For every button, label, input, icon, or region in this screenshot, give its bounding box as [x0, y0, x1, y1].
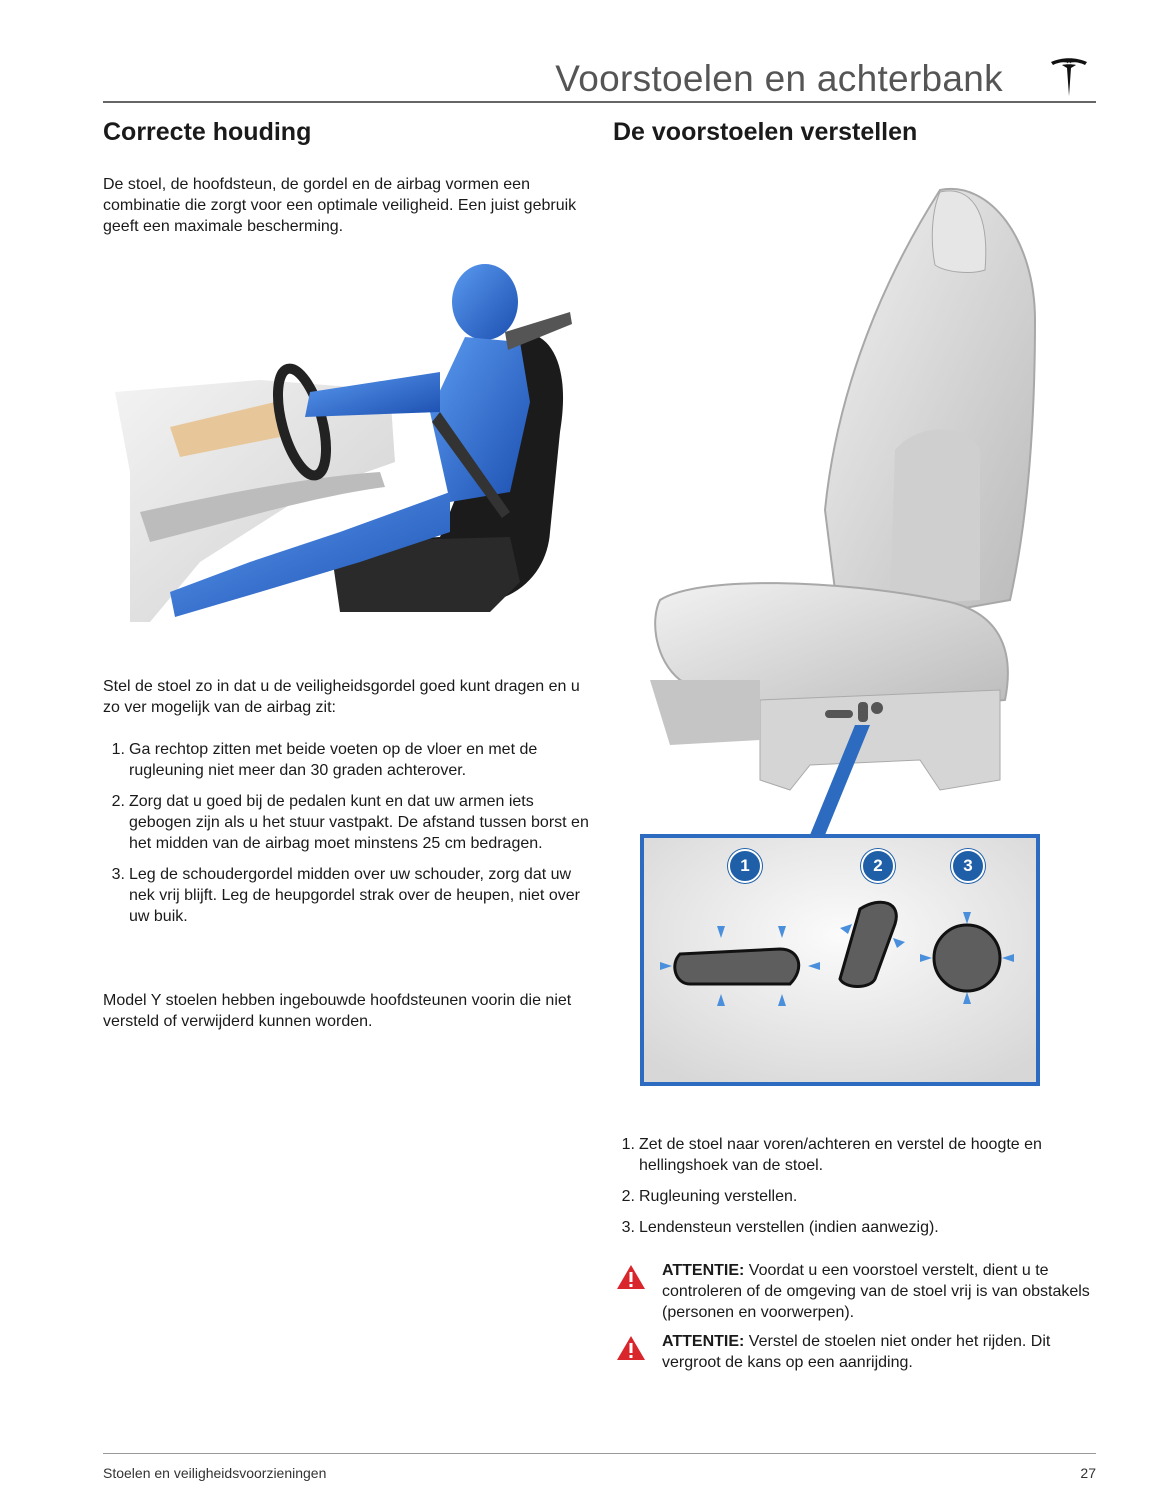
list-item-number: 2. — [621, 1188, 635, 1205]
list-item-text: Leg de schoudergordel midden over uw schouder, zorg dat uw nek vrij blijft. Leg de heupgordel strak over de heupen, niet over uw buik. — [129, 866, 580, 925]
callout-2: 2 — [861, 849, 895, 883]
list-item — [613, 1186, 1098, 1207]
warning-label: ATTENTIE: — [662, 1262, 745, 1279]
adjust-steps-list — [613, 1134, 1098, 1248]
list-item — [613, 1217, 1098, 1238]
headrest-note: Model Y stoelen hebben ingebouwde hoofdsteunen voorin die niet versteld of verwijderd kunnen worden. — [103, 992, 572, 1030]
section-heading-posture: Correcte houding — [103, 118, 312, 146]
warning-icon — [616, 1264, 646, 1290]
intro-paragraph: De stoel, de hoofdsteun, de gordel en de airbag vormen een combinatie die zorgt voor een optimale veiligheid. Een juist gebruik geeft een maximale bescherming. — [103, 176, 577, 235]
list-item-number: 3. — [111, 866, 125, 883]
list-item-number: 3. — [621, 1219, 635, 1236]
warning-icon — [616, 1335, 646, 1361]
warning-text: Verstel de stoelen niet onder het rijden. Dit vergroot de kans op een aanrijding. — [662, 1333, 1051, 1371]
list-item-text: Lendensteun verstellen (indien aanwezig). — [639, 1219, 939, 1236]
tesla-logo — [1048, 56, 1090, 98]
list-item-text: Zet de stoel naar voren/achteren en verstel de hoogte en hellingshoek van de stoel. — [639, 1136, 1042, 1174]
list-item-text: Zorg dat u goed bij de pedalen kunt en dat uw armen iets gebogen zijn als u het stuur vastpakt. De afstand tussen borst en het midden van de airbag moet minstens 25 cm bedragen. — [129, 793, 589, 852]
warning-block — [662, 1331, 1098, 1373]
list-item-number: 2. — [111, 793, 125, 810]
page-title: Voorstoelen en achterbank — [555, 58, 1003, 99]
footer-rule — [103, 1453, 1096, 1454]
section-heading-adjust: De voorstoelen verstellen — [613, 118, 918, 146]
header-rule — [103, 101, 1096, 103]
posture-steps-list — [103, 739, 591, 937]
footer-section-title: Stoelen en veiligheidsvoorzieningen — [103, 1465, 327, 1481]
list-item-number: 1. — [111, 741, 125, 758]
list-item — [103, 739, 591, 781]
list-item — [103, 864, 591, 927]
callout-3: 3 — [951, 849, 985, 883]
list-item — [613, 1134, 1098, 1176]
list-item-text: Ga rechtop zitten met beide voeten op de vloer en met de rugleuning niet meer dan 30 graden achterover. — [129, 741, 538, 779]
list-item — [103, 791, 591, 854]
warning-text: Voordat u een voorstoel verstelt, dient u te controleren of de omgeving van de stoel vrij is van obstakels (personen en voorwerpen). — [662, 1262, 1090, 1321]
warning-block — [662, 1260, 1098, 1323]
callout-1: 1 — [728, 849, 762, 883]
page-number: 27 — [1080, 1465, 1096, 1481]
warning-label: ATTENTIE: — [662, 1333, 745, 1350]
seat-illustration — [640, 180, 1040, 840]
list-item-text: Rugleuning verstellen. — [639, 1188, 798, 1205]
adjust-lead-paragraph: Stel de stoel zo in dat u de veiligheidsgordel goed kunt dragen en u zo ver mogelijk van de airbag zit: — [103, 678, 580, 716]
seating-posture-illustration — [110, 262, 590, 642]
list-item-number: 1. — [621, 1136, 635, 1153]
